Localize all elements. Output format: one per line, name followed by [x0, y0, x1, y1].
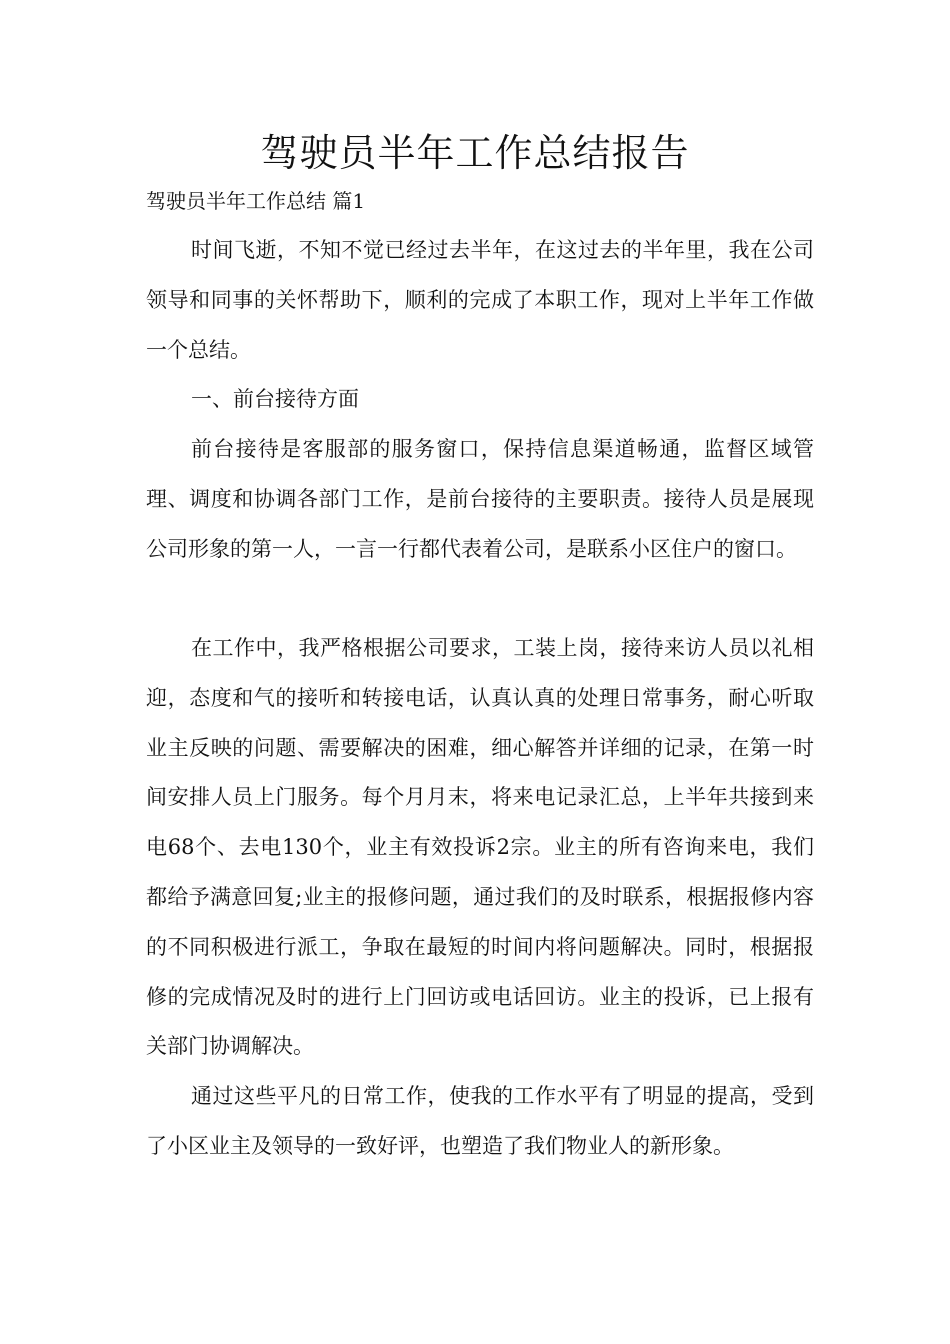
paragraph-heading-reception: 一、前台接待方面: [191, 387, 359, 411]
section-heading: 驾驶员半年工作总结 篇1: [146, 189, 366, 213]
paragraph-conclusion: 通过这些平凡的日常工作，使我的工作水平有了明显的提高，受到了小区业主及领导的一致好评，也塑造了我们物业人的新形象。: [146, 1084, 814, 1158]
document-title: 驾驶员半年工作总结报告: [260, 131, 690, 175]
paragraph-reception-duties: 前台接待是客服部的服务窗口，保持信息渠道畅通，监督区域管理、调度和协调各部门工作，是前台接待的主要职责。接待人员是展现公司形象的第一人，一言一行都代表着公司，是联系小区住户的窗口。: [146, 437, 814, 561]
paragraph-work-details: 在工作中，我严格根据公司要求，工装上岗，接待来访人员以礼相迎，态度和气的接听和转接电话，认真认真的处理日常事务，耐心听取业主反映的问题、需要解决的困难，细心解答并详细的记录，在第一时间安排人员上门服务。每个月月末，将来电记录汇总，上半年共接到来电68个、去电130个，业主有效投诉2宗。业主的所有咨询来电，我们都给予满意回复;业主的报修问题，通过我们的及时联系，根据报修内容的不同积极进行派工，争取在最短的时间内将问题解决。同时，根据报修的完成情况及时的进行上门回访或电话回访。业主的投诉，已上报有关部门协调解决。: [146, 636, 814, 1059]
paragraph-intro: 时间飞逝，不知不觉已经过去半年，在这过去的半年里，我在公司领导和同事的关怀帮助下，顺利的完成了本职工作，现对上半年工作做一个总结。: [146, 238, 814, 362]
